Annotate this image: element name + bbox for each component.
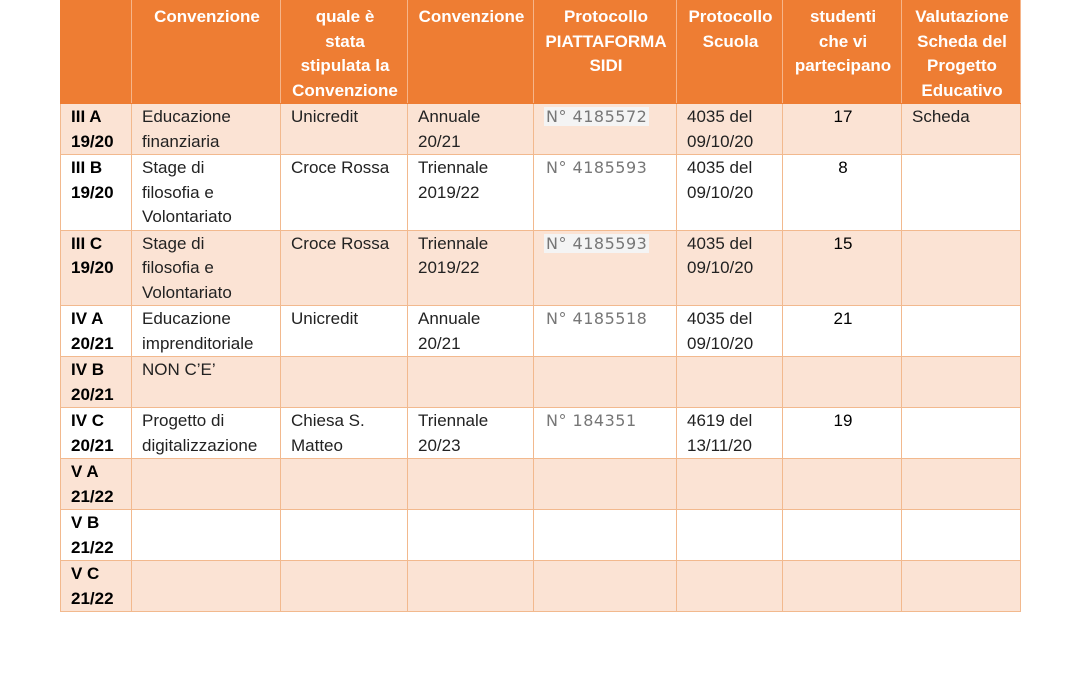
cell-protocollo-sidi xyxy=(534,306,677,357)
cell-ente xyxy=(281,357,408,408)
header-classe xyxy=(61,1,132,104)
cell-progetto xyxy=(132,561,281,612)
cell-protocollo-sidi xyxy=(534,561,677,612)
cell-ente: Unicredit xyxy=(281,104,408,155)
table-row xyxy=(61,306,1021,357)
cell-progetto: Educazione imprenditoriale xyxy=(132,306,281,357)
cell-studenti xyxy=(783,459,902,510)
table-row xyxy=(61,459,1021,510)
cell-studenti: 21 xyxy=(783,306,902,357)
table-row xyxy=(61,357,1021,408)
cell-valutazione xyxy=(902,459,1021,510)
header-protocollo-scuola: Protocollo Scuola xyxy=(677,1,783,104)
cell-protocollo-sidi xyxy=(534,104,677,155)
cell-ente: Chiesa S. Matteo xyxy=(281,408,408,459)
table-body xyxy=(61,104,1021,612)
table-header xyxy=(61,1,1021,104)
cell-classe: IV B 20/21 xyxy=(61,357,132,408)
header-studenti: studenti che vi partecipano xyxy=(783,1,902,104)
cell-valutazione xyxy=(902,408,1021,459)
cell-durata xyxy=(408,510,534,561)
cell-ente xyxy=(281,561,408,612)
table-row xyxy=(61,408,1021,459)
cell-valutazione xyxy=(902,230,1021,306)
cell-protocollo-scuola xyxy=(677,561,783,612)
cell-durata: Triennale 2019/22 xyxy=(408,230,534,306)
cell-studenti xyxy=(783,510,902,561)
cell-studenti: 15 xyxy=(783,230,902,306)
cell-durata: Triennale 2019/22 xyxy=(408,155,534,231)
cell-protocollo-sidi xyxy=(534,230,677,306)
cell-protocollo-scuola: 4035 del 09/10/20 xyxy=(677,155,783,231)
header-durata-convenzione: Convenzione xyxy=(408,1,534,104)
cell-protocollo-scuola xyxy=(677,510,783,561)
cell-valutazione xyxy=(902,510,1021,561)
table-row xyxy=(61,230,1021,306)
cell-studenti: 17 xyxy=(783,104,902,155)
cell-progetto: Stage di filosofia e Volontariato xyxy=(132,155,281,231)
table-row xyxy=(61,104,1021,155)
cell-progetto xyxy=(132,510,281,561)
header-ente: quale è stata stipulata la Convenzione xyxy=(281,1,408,104)
cell-protocollo-scuola: 4035 del 09/10/20 xyxy=(677,306,783,357)
cell-studenti: 8 xyxy=(783,155,902,231)
protocollo-sidi-value xyxy=(544,360,548,379)
cell-classe: III A 19/20 xyxy=(61,104,132,155)
cell-classe: III C 19/20 xyxy=(61,230,132,306)
cell-valutazione: Scheda xyxy=(902,104,1021,155)
cell-durata xyxy=(408,459,534,510)
cell-protocollo-sidi xyxy=(534,408,677,459)
cell-protocollo-scuola: 4035 del 09/10/20 xyxy=(677,230,783,306)
protocollo-sidi-value: N° 4185593 xyxy=(546,158,648,177)
cell-studenti xyxy=(783,561,902,612)
cell-classe: IV C 20/21 xyxy=(61,408,132,459)
cell-classe: V C 21/22 xyxy=(61,561,132,612)
protocollo-sidi-value xyxy=(544,462,548,481)
cell-ente: Croce Rossa xyxy=(281,155,408,231)
header-convenzione: Convenzione xyxy=(132,1,281,104)
cell-ente xyxy=(281,510,408,561)
convenzioni-table xyxy=(60,0,1021,612)
cell-studenti: 19 xyxy=(783,408,902,459)
cell-protocollo-scuola: 4035 del 09/10/20 xyxy=(677,104,783,155)
cell-protocollo-sidi xyxy=(534,510,677,561)
protocollo-sidi-value: N° 184351 xyxy=(546,411,637,430)
cell-progetto xyxy=(132,459,281,510)
cell-progetto: Progetto di digitalizzazione xyxy=(132,408,281,459)
cell-ente xyxy=(281,459,408,510)
table-row xyxy=(61,155,1021,231)
cell-durata xyxy=(408,561,534,612)
header-row xyxy=(61,1,1021,104)
cell-durata: Annuale 20/21 xyxy=(408,306,534,357)
cell-classe: IV A 20/21 xyxy=(61,306,132,357)
protocollo-sidi-value: N° 4185593 xyxy=(546,233,648,253)
cell-ente: Unicredit xyxy=(281,306,408,357)
header-protocollo-sidi: Protocollo PIATTAFORMA SIDI xyxy=(534,1,677,104)
cell-protocollo-sidi xyxy=(534,155,677,231)
cell-progetto: Educazione finanziaria xyxy=(132,104,281,155)
protocollo-sidi-value: N° 4185518 xyxy=(546,309,648,328)
table-row xyxy=(61,510,1021,561)
cell-progetto: Stage di filosofia e Volontariato xyxy=(132,230,281,306)
cell-protocollo-scuola xyxy=(677,459,783,510)
cell-valutazione xyxy=(902,306,1021,357)
cell-classe: III B 19/20 xyxy=(61,155,132,231)
header-valutazione: Valutazione Scheda del Progetto Educativo xyxy=(902,1,1021,104)
cell-classe: V A 21/22 xyxy=(61,459,132,510)
cell-protocollo-sidi xyxy=(534,357,677,408)
protocollo-sidi-value xyxy=(544,564,548,583)
cell-protocollo-scuola: 4619 del 13/11/20 xyxy=(677,408,783,459)
cell-valutazione xyxy=(902,155,1021,231)
cell-classe: V B 21/22 xyxy=(61,510,132,561)
cell-ente: Croce Rossa xyxy=(281,230,408,306)
table-row xyxy=(61,561,1021,612)
cell-durata: Annuale 20/21 xyxy=(408,104,534,155)
cell-durata xyxy=(408,357,534,408)
cell-durata: Triennale 20/23 xyxy=(408,408,534,459)
cell-valutazione xyxy=(902,357,1021,408)
protocollo-sidi-value xyxy=(544,513,548,532)
cell-valutazione xyxy=(902,561,1021,612)
cell-studenti xyxy=(783,357,902,408)
cell-protocollo-sidi xyxy=(534,459,677,510)
cell-protocollo-scuola xyxy=(677,357,783,408)
cell-progetto: NON C’E’ xyxy=(132,357,281,408)
protocollo-sidi-value: N° 4185572 xyxy=(546,107,648,126)
